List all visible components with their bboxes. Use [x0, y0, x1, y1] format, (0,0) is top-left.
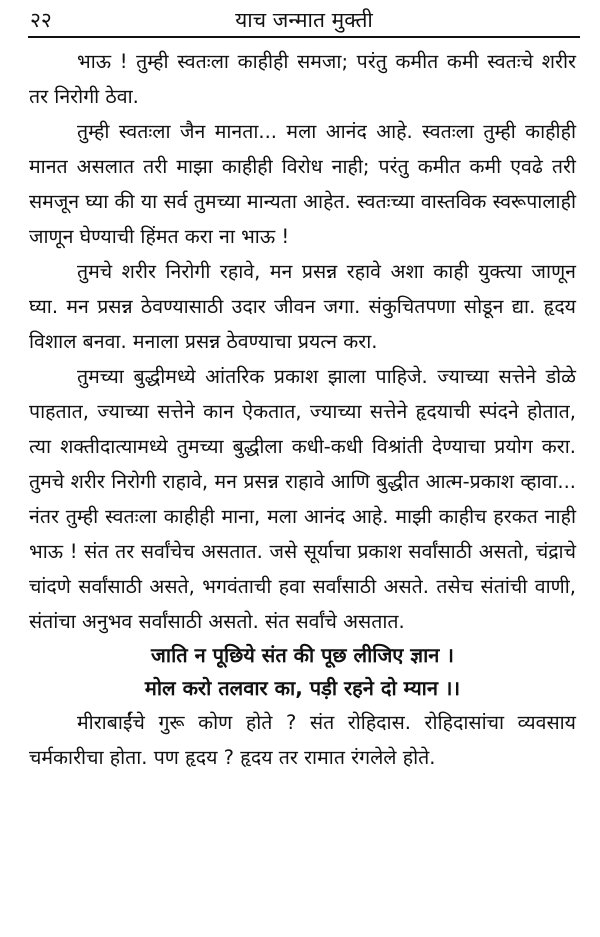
page-number: २२: [30, 8, 52, 32]
paragraph-2: तुम्ही स्वतःला जैन मानता... मला आनंद आहे. स्वतःला तुम्ही काहीही मानत असलात तरी माझा काहीही विरोध नाही; परंतु कमीत कमी एवढे तरी समजून घ्या की या सर्व तुमच्या मान्यता आहेत. स्वतःच्या वास्तविक स्वरूपालाही जाणून घेण्याची हिंमत करा ना भाऊ !: [29, 120, 576, 248]
verse-line-1: जाति न पूछिये संत की पूछ लीजिए ज्ञान ।: [151, 643, 454, 667]
paragraph-1: भाऊ ! तुम्ही स्वतःला काहीही समजा; परंतु कमीत कमी स्वतःचे शरीर तर निरोगी ठेवा.: [29, 50, 576, 108]
closing-paragraph: मीराबाईंचे गुरू कोण होते ? संत रोहिदास. रोहिदासांचा व्यवसाय चर्मकारीचा होता. पण हृदय ? हृदय तर रामात रंगलेले होते.: [29, 711, 576, 769]
paragraph-3: तुमचे शरीर निरोगी रहावे, मन प्रसन्न रहावे अशा काही युक्त्या जाणून घ्या. मन प्रसन्न ठेवण्यासाठी उदार जीवन जगा. संकुचितपणा सोडून द्या. हृदय विशाल बनवा. मनाला प्रसन्न ठेवण्याचा प्रयत्न करा.: [29, 260, 576, 353]
running-title: याच जन्मात मुक्ती: [235, 8, 373, 32]
page-header: [28, 4, 580, 38]
verse-line-2: मोल करो तलवार का, पड़ी रहने दो म्यान ।।: [144, 676, 461, 700]
body-text: [29, 44, 576, 775]
paragraph-4: तुमच्या बुद्धीमध्ये आंतरिक प्रकाश झाला पाहिजे. ज्याच्या सत्तेने डोळे पाहतात, ज्याच्या सत्तेने कान ऐकतात, ज्याच्या सत्तेने हृदयाची स्पंदने होतात, त्या शक्तीदात्यामध्ये तुमच्या बुद्धीला कधी-कधी विश्रांती देण्याचा प्रयोग करा. तुमचे शरीर निरोगी राहावे, मन प्रसन्न राहावे आणि बुद्धीत आत्म-प्रकाश व्हावा... नंतर तुम्ही स्वतःला काहीही माना, मला आनंद आहे. माझी काहीच हरकत नाही भाऊ ! संत तर सर्वांचेच असतात. जसे सूर्याचा प्रकाश सर्वांसाठी असतो, चंद्राचे चांदणे सर्वांसाठी असते, भगवंताची हवा सर्वांसाठी असते. तसेच संतांची वाणी, संतांचा अनुभव सर्वांसाठी असतो. संत सर्वांचे असतात.: [29, 365, 576, 633]
